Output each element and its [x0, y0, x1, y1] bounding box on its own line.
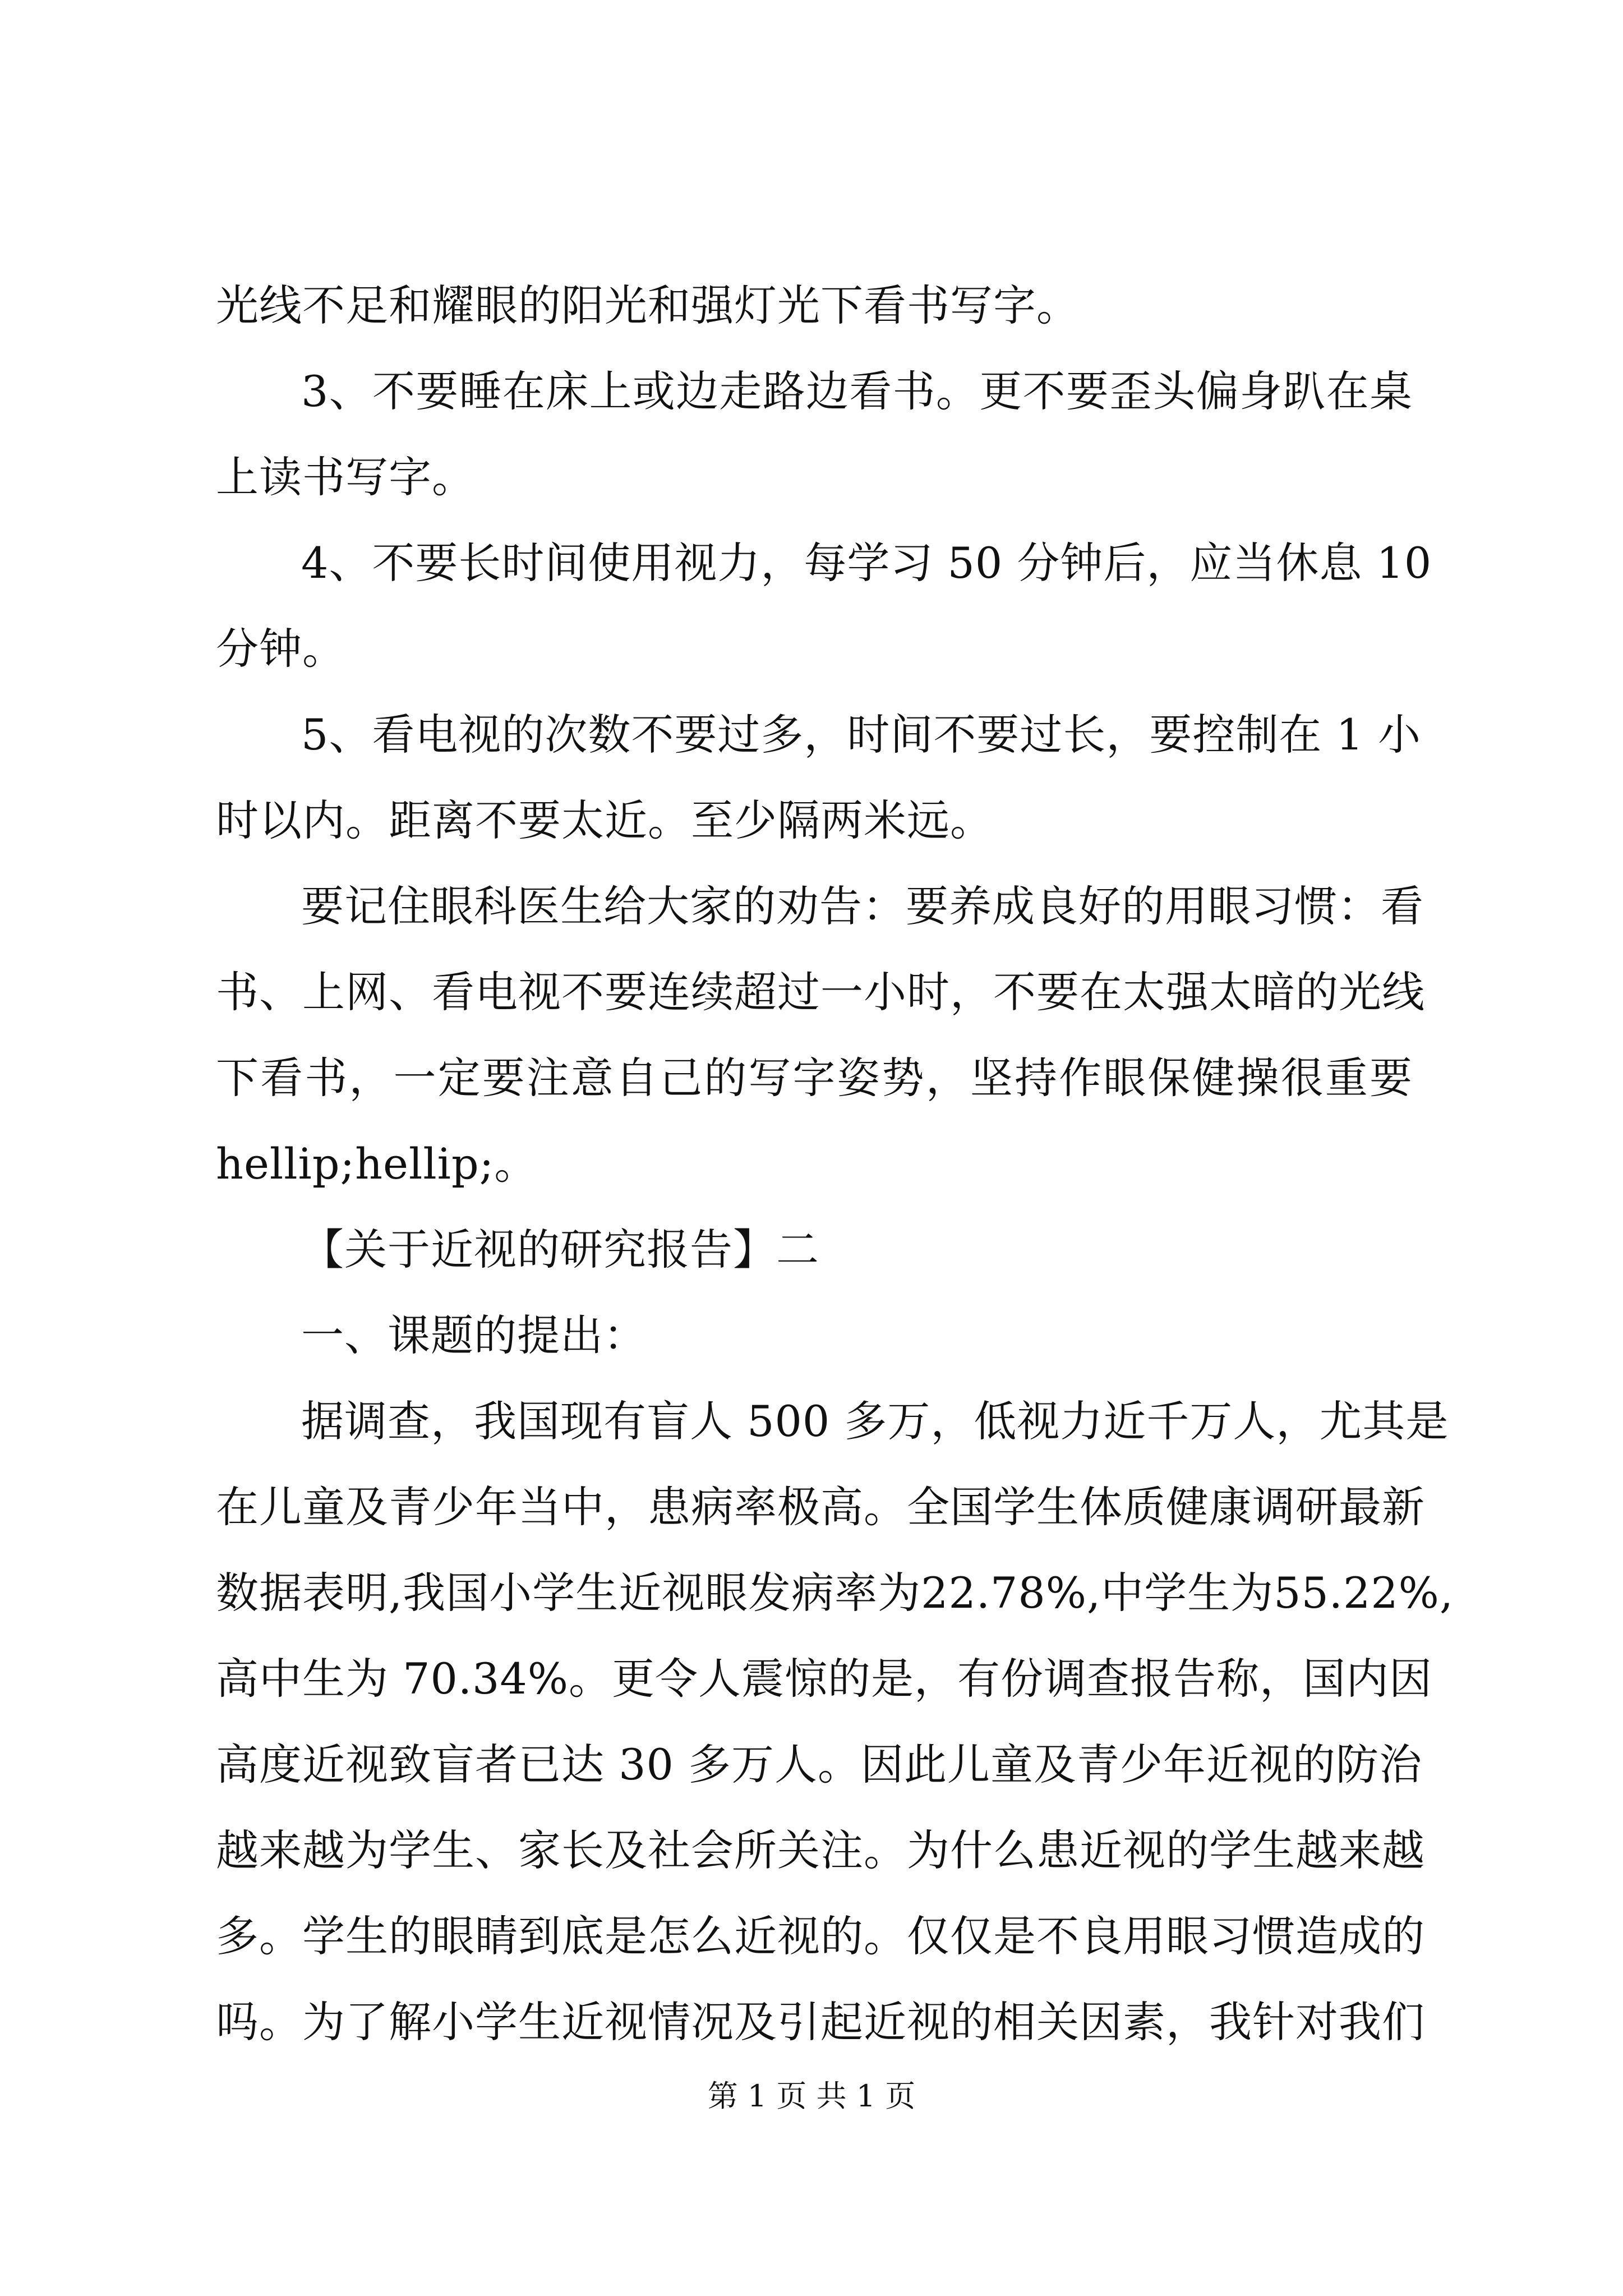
body-line-17: 高中生为 70.34%。更令人震惊的是，有份调查报告称，国内因	[216, 1654, 1432, 1704]
body-line-8: 要记住眼科医生给大家的劝告：要养成良好的用眼习惯：看	[301, 881, 1424, 931]
page-footer: 第 1 页 共 1 页	[707, 2078, 916, 2114]
body-line-6: 5、看电视的次数不要过多，时间不要过长，要控制在 1 小	[301, 710, 1422, 760]
body-line-21: 吗。为了解小学生近视情况及引起近视的相关因素，我针对我们	[216, 1997, 1425, 2047]
body-line-14: 据调查，我国现有盲人 500 多万，低视力近千万人，尤其是	[301, 1396, 1449, 1446]
body-line-20: 多。学生的眼睛到底是怎么近视的。仅仅是不良用眼习惯造成的	[216, 1911, 1425, 1961]
subsection-heading: 一、课题的提出：	[301, 1310, 647, 1360]
body-line-10: 下看书，一定要注意自己的写字姿势，坚持作眼保健操很重要	[216, 1053, 1413, 1103]
body-line-2: 3、不要睡在床上或边走路边看书。更不要歪头偏身趴在桌	[301, 366, 1413, 416]
body-line-19: 越来越为学生、家长及社会所关注。为什么患近视的学生越来越	[216, 1825, 1425, 1875]
body-line-16: 数据表明,我国小学生近视眼发病率为22.78%,中学生为55.22%,	[216, 1568, 1454, 1618]
body-line-4: 4、不要长时间使用视力，每学习 50 分钟后，应当休息 10	[301, 538, 1432, 588]
body-line-18: 高度近视致盲者已达 30 多万人。因此儿童及青少年近视的防治	[216, 1740, 1423, 1789]
body-line-1: 光线不足和耀眼的阳光和强灯光下看书写字。	[216, 280, 1080, 330]
body-line-9: 书、上网、看电视不要连续超过一小时，不要在太强太暗的光线	[216, 967, 1425, 1017]
body-line-3: 上读书写字。	[216, 452, 475, 502]
body-line-15: 在儿童及青少年当中，患病率极高。全国学生体质健康调研最新	[216, 1482, 1425, 1532]
body-line-7: 时以内。距离不要太近。至少隔两米远。	[216, 795, 993, 845]
body-line-5: 分钟。	[216, 624, 345, 674]
section-heading: 【关于近视的研究报告】二	[301, 1225, 819, 1274]
document-body	[216, 263, 1454, 2065]
body-line-11: hellip;hellip;。	[216, 1139, 538, 1189]
